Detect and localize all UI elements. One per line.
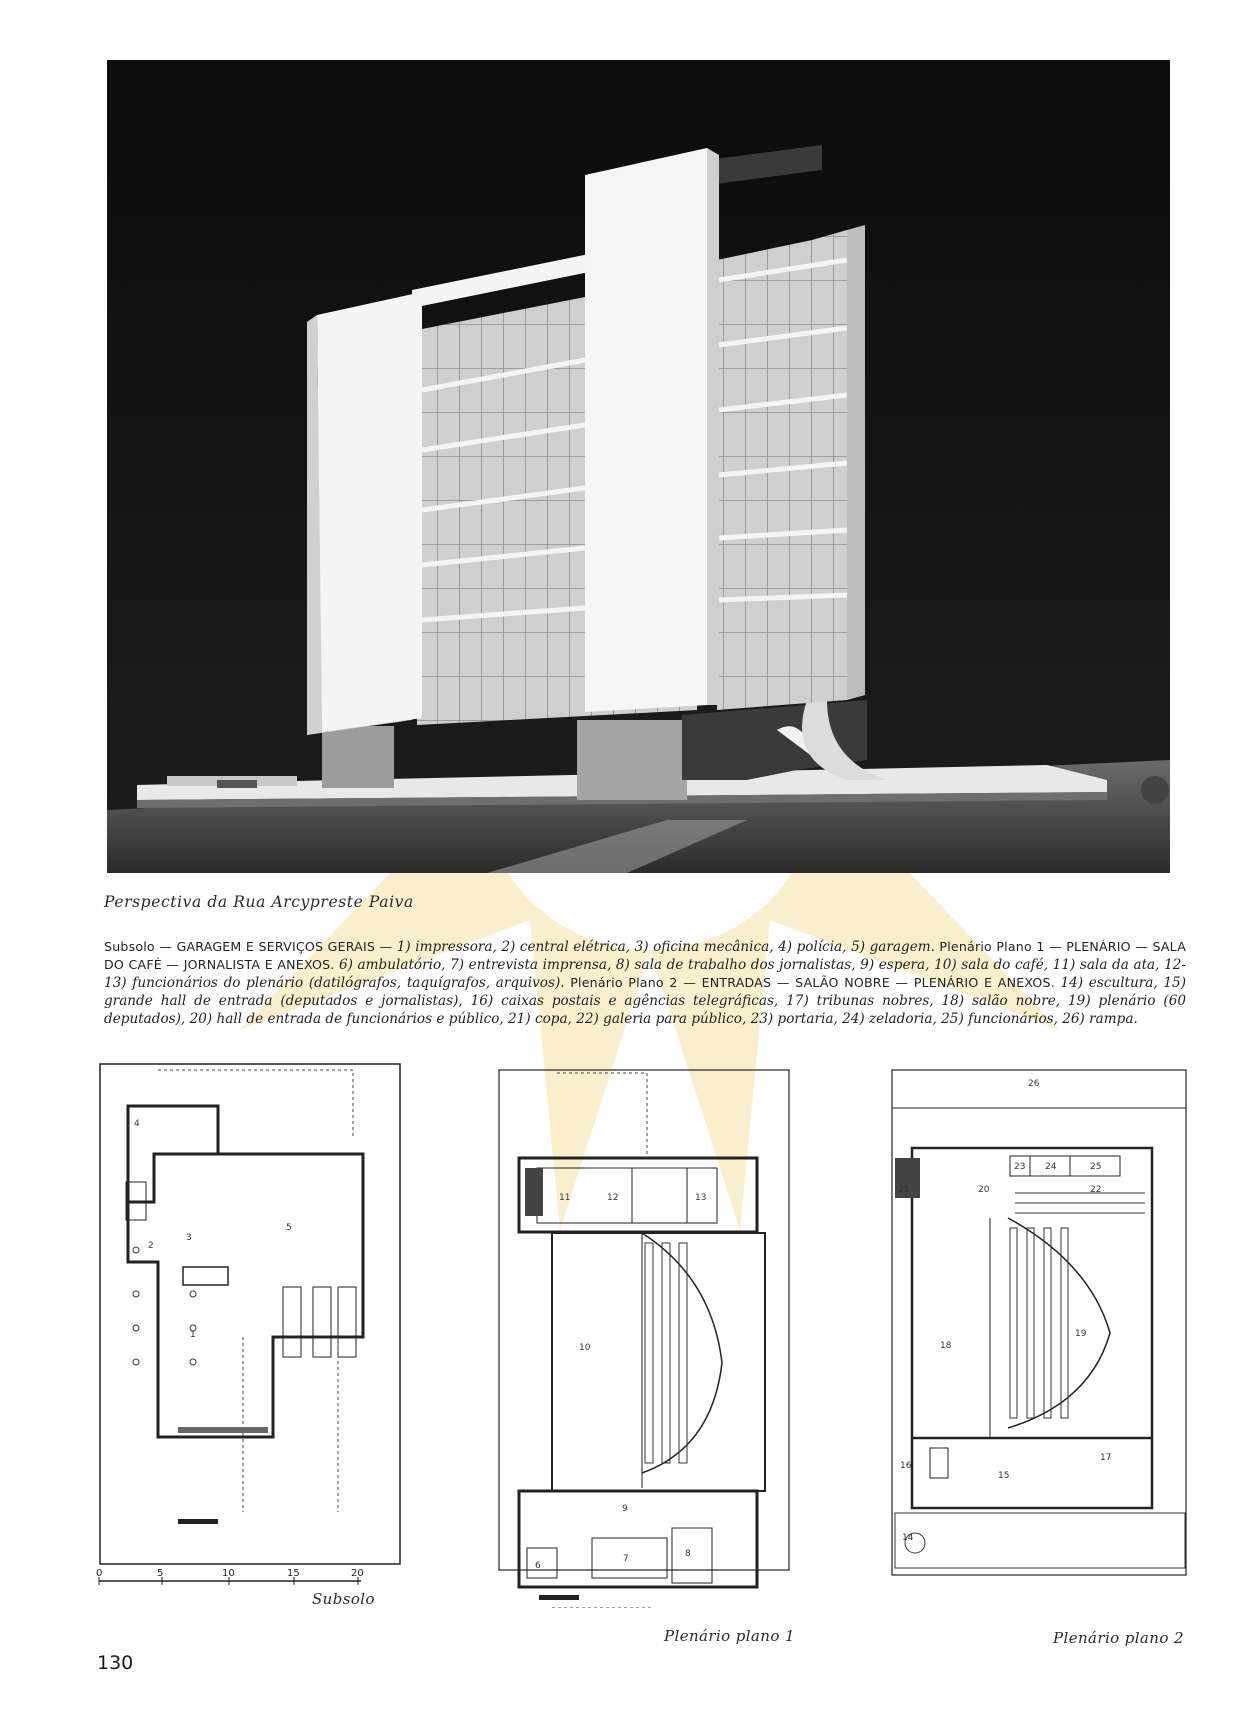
room-number: 17 [1100,1453,1112,1463]
plan-label-plenario-2: Plenário plano 2 [1053,1629,1184,1647]
room-number: 19 [1075,1329,1087,1339]
room-number: 8 [685,1549,691,1559]
room-number: 16 [900,1461,912,1471]
room-number: 24 [1045,1162,1057,1172]
legend-plano2-items: 14) escultura, 15) grande hall de entrada (deputados e jornalistas), 16) caixas postais e agências telegráficas, 17) tribunas nobres, 18) salão nobre, 19) plenário (60 deputados), 20) hall de entrada de funcionários e público, 21) copa, 22) galeria para público, 23) portaria, 24) zeladoria, 25) funcionários, 26) rampa. [104,975,1186,1027]
room-number: 2 [148,1241,154,1251]
room-number: 15 [998,1471,1010,1481]
photo-caption: Perspectiva da Rua Arcypreste Paiva [104,893,414,911]
room-legend [104,938,1186,1028]
room-number: 7 [623,1554,629,1564]
room-number: 11 [559,1193,571,1203]
floor-plan-plenario-1 [497,1068,792,1608]
scale-tick-label: 5 [157,1568,164,1579]
page-number: 130 [97,1652,134,1674]
floor-plan-subsolo [98,1062,403,1567]
legend-plano2-title: Plenário Plano 2 — ENTRADAS — SALÃO NOBRE — PLENÁRIO E ANEXOS. [564,975,1061,990]
room-number: 3 [186,1233,192,1243]
floor-plan-plenario-2 [890,1068,1190,1588]
room-number: 12 [607,1193,619,1203]
room-number: 20 [978,1185,990,1195]
scale-tick-label: 20 [351,1568,364,1579]
room-number: 14 [902,1533,914,1543]
scale-tick-label: 0 [96,1568,103,1579]
legend-plano1-items: 6) ambulatório, 7) entrevista imprensa, 8) sala de trabalho dos jornalistas, 9) espera, 10) sala do café, 11) sala da ata, 12-13) funcionários do plenário (datilógrafos, taquígrafos, arquivos). [104,957,1186,991]
building-perspective-photo [107,60,1170,873]
room-number: 23 [1014,1162,1026,1172]
room-number: 25 [1090,1162,1102,1172]
room-number: 6 [535,1561,541,1571]
room-number: 26 [1028,1079,1040,1089]
room-number: 10 [579,1343,591,1353]
room-number: 22 [1090,1185,1102,1195]
plan-label-plenario-1: Plenário plano 1 [664,1627,795,1645]
scale-tick-label: 10 [222,1568,235,1579]
room-number: 13 [695,1193,707,1203]
room-number: 4 [134,1119,140,1129]
room-number: 18 [940,1341,952,1351]
room-number: 9 [622,1504,628,1514]
legend-plano1-title: Plenário Plano 1 — PLENÁRIO — SALA DO CAFÉ — JORNALISTA E ANEXOS. [104,939,1187,972]
legend-subsolo-items: 1) impressora, 2) central elétrica, 3) oficina mecânica, 4) polícia, 5) garagem. [396,939,935,955]
scale-tick-label: 15 [287,1568,300,1579]
legend-subsolo-title: Subsolo — GARAGEM E SERVIÇOS GERAIS — [104,939,397,954]
room-number: 5 [286,1223,292,1233]
room-number: 1 [190,1330,196,1340]
room-number: 21 [898,1185,910,1195]
plan-label-subsolo: Subsolo [312,1590,375,1608]
